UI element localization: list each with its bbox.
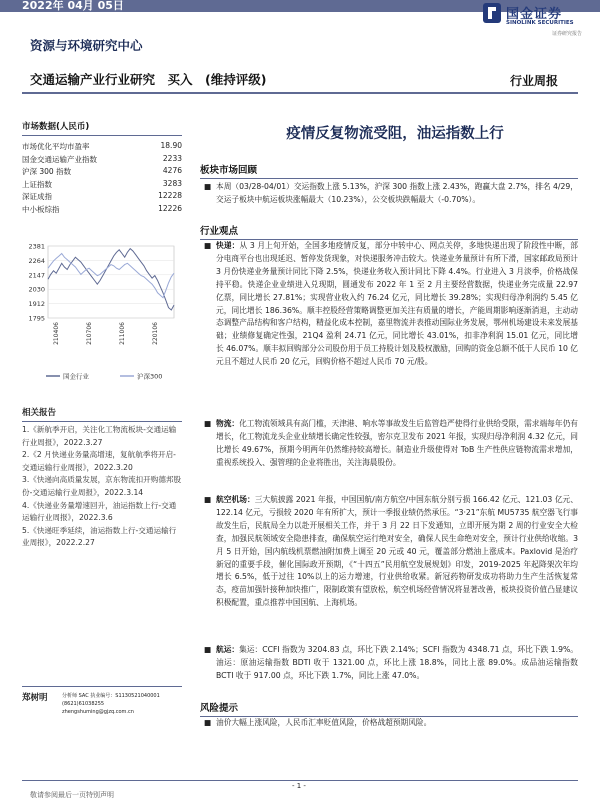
market-data-panel <box>22 120 182 215</box>
express-paragraph: ■ 快递：从 3 月上旬开始，全国多地疫情反复，部分中转中心、网点关停，多地快递出现了阶段性中断，部分电商平台也出现延迟、暂停发货现象，对快递服务冲击较大。快递业务量预计有所下滑，国家邮政局预计 3 月份快递业务量预计同比下降 2.5%，快递业务收入预计同比下降 4.4%。行业进入 3 月淡季，价格战保持平稳。快递企业业绩进入兑现期，圆通发布 2022 年 1 至 2 月主要经营数据，快递业务完成量 22.97 亿票，同比增长 27.81%；实现营业收入约 76.24 亿元，同比增长 39.28%；实现归母净利润约 5.45 亿元，同比增长 186.36%。顺丰控股经营策略调整更加关注有质量的增长，产能周期影响逐渐消退，主动动态调整产品结构和客户结构，精益化成本控制，嘉里物流并表推动国际业务发展，鄂州机场建设未来发展基础；业绩修复确定性强，21Q4 盈利 24.71 亿元，同比增长 43.01%，扣非净利润 15.01 亿元，同比增长 46.07%。顺丰拟回购部分公司股份用于员工持股计划及股权激励，回购的资金总额不低于人民币 10 亿元且不超过人民币 20 亿元，回购价格不超过人民币 70 元/股。 <box>204 241 578 367</box>
bullet-icon: ■ <box>204 718 212 727</box>
footer-disclaimer: 敬请参阅最后一页特别声明 <box>30 791 114 799</box>
y-tick-label: 2147 <box>28 271 45 280</box>
report-date: 2022年 04月 05日 <box>22 0 124 12</box>
y-tick-label: 1912 <box>28 300 45 309</box>
bullet-icon: ■ <box>204 419 212 428</box>
header-divider <box>22 92 578 94</box>
related-report-item[interactable]: 1.《新航季开启，关注化工物流板块-交通运输行业周报》，2022.3.27 <box>22 425 177 447</box>
y-tick-label: 2030 <box>28 285 45 294</box>
report-type: 行业周报 <box>510 74 559 88</box>
bullet-icon: ■ <box>204 645 212 654</box>
logo-en: SINOLINK SECURITIES <box>506 20 574 26</box>
y-tick-label: 2264 <box>28 256 45 265</box>
industry-rating-line: 交通运输产业行业研究 买入 (维持评级) <box>30 72 267 87</box>
related-report-item[interactable]: 2.《2 月快递业务量高增速，复航航季将开启-交通运输行业周报》，2022.3.20 <box>22 450 176 472</box>
analyst-email[interactable]: zhengshuming@gjzq.com.cn <box>62 709 134 715</box>
related-report-item[interactable]: 3.《快递向高质量发展，京东物流扣开购德邦股份-交通运输行业周报》，2022.3.14 <box>22 475 182 497</box>
section-heading-risk: 风险提示 <box>200 700 578 717</box>
related-report-item[interactable]: 4.《快递业务量增速回升，油运指数上行-交通运输行业周报》，2022.3.6 <box>22 500 177 523</box>
market-row: 上证指数 3283 <box>22 178 182 189</box>
research-center: 资源与环境研究中心 <box>30 38 143 53</box>
sinolink-logo <box>482 2 594 38</box>
related-report-item[interactable]: 5.《快递旺季延续，油运指数上行-交通运输行业周报》，2022.2.27 <box>22 525 177 548</box>
analyst-info <box>62 692 182 716</box>
bullet-icon: ■ <box>204 241 212 250</box>
index-line-chart <box>22 238 182 388</box>
y-tick-label: 1795 <box>28 314 45 323</box>
market-data-heading: 市场数据(人民币) <box>22 120 182 136</box>
report-title: 疫情反复物流受阻，油运指数上行 <box>286 125 504 142</box>
bullet-icon: ■ <box>204 182 212 191</box>
series-line-0 <box>48 249 174 310</box>
x-tick-label: 220106 <box>152 322 159 345</box>
section-heading-view: 行业观点 <box>200 223 578 240</box>
logistics-paragraph: ■ 物流：化工物流领域具有高门槛，天津港、响水等事故发生后监管趋严使得行业供给受限，需求端每年仍有增长，化工物流龙头企业业绩增长确定性较强，密尔克卫发布 2021 年报，实现归母净利润 4.32 亿元，同比增长 49.67%，预期今明两年仍然维持较高增长。制造业升级使得对 ToB 生产性供应链物流需求增加，重视系统投入、强管理的企业将胜出，关注海晨股份。 <box>204 419 578 467</box>
market-row: 市场优化平均市盈率 18.90 <box>22 141 182 151</box>
index-chart <box>22 238 182 388</box>
shipping-paragraph: ■ 航运：集运：CCFI 指数为 3204.83 点，环比下跌 2.14%；SCFI 指数为 4348.71 点，环比下跌 1.9%。油运：原油运输指数 BDTI 收于 1321.00 点，环比上涨 18.8%，同比上涨 89.0%。成品油运输指数 BCTI 收于 917.00 点，环比下跌 1.7%，同比上涨 47.0%。 <box>204 645 578 680</box>
logo-tag: 证券研究报告 <box>552 31 583 37</box>
market-row: 深证成指 12228 <box>22 191 182 201</box>
section-heading-review: 板块市场回顾 <box>200 162 578 179</box>
logo-name: 国金证券 <box>506 7 563 22</box>
related-reports-heading: 相关报告 <box>22 406 182 422</box>
x-tick-label: 211006 <box>119 322 126 345</box>
market-row: 沪深 300 指数 4276 <box>22 166 182 176</box>
page-number: - 1 - <box>292 782 306 790</box>
x-tick-label: 210406 <box>53 322 60 345</box>
review-paragraph: ■ 本周（03/28-04/01）交运指数上涨 5.13%，沪深 300 指数上涨 2.43%，跑赢大盘 2.7%，排名 4/29，交运子板块中航运板块涨幅最大（10.23%），公交板块跌幅最大（-0.70%）。 <box>204 182 578 204</box>
x-tick-label: 210706 <box>86 322 93 345</box>
y-tick-label: 2381 <box>28 242 45 251</box>
market-row: 中小板综指 12226 <box>22 203 182 214</box>
analyst-phone: (8621)61038255 <box>62 701 105 707</box>
legend-label: 国金行业 <box>63 372 89 381</box>
risk-paragraph: ■ 油价大幅上涨风险，人民币汇率贬值风险，价格战超预期风险。 <box>200 717 578 730</box>
related-reports-list <box>22 424 182 550</box>
bullet-icon: ■ <box>204 495 212 504</box>
chart-frame <box>48 246 174 318</box>
analyst-block <box>22 686 182 717</box>
footer-divider <box>22 780 578 781</box>
logo-mark-icon <box>482 2 502 24</box>
market-row: 国金交通运输产业指数 2233 <box>22 153 182 164</box>
legend-label: 沪深300 <box>137 372 163 381</box>
aviation-paragraph: ■ 航空机场：三大航披露 2021 年报，中国国航/南方航空/中国东航分别亏损 166.42 亿元、121.03 亿元、122.14 亿元，亏损较 2020 年有所扩大，预计一季报业绩仍然承压。“3·21”东航 MU5735 航空器飞行事故发生后，民航局全力以赴开展相关工作，并于 3 月 22 日下发通知，立即开展为期 2 周的行业安全大检查，加强民航领域安全隐患排查，确保航空运行绝对安全，确保人民生命绝对安全，预计行业供给收缩。3 月 5 日开始，国内航线机票燃油附加费上调至 20 元或 40 元，覆盖部分燃油上涨成本。Paxlovid 是治疗新冠的重要手段，催化国际政开预期，《“十四五”民用航空发展规划》印发，2019-2025 年起降架次年均增长 6.5%，低于过往 10%以上的运力增速，行业供给收紧。新冠药物研发成功将助力生产生活恢复常态，疫苗加强针接种加快推广，限制政策有望放松，航空机场经营情况将显著改善，板块投资价值凸显建议积极配置，重点推荐中国国航、上海机场。 <box>204 495 578 608</box>
analyst-sac: 分析师 SAC 执业编号：S1130521040001 <box>62 693 160 699</box>
analyst-name: 郑树明 <box>22 693 48 703</box>
